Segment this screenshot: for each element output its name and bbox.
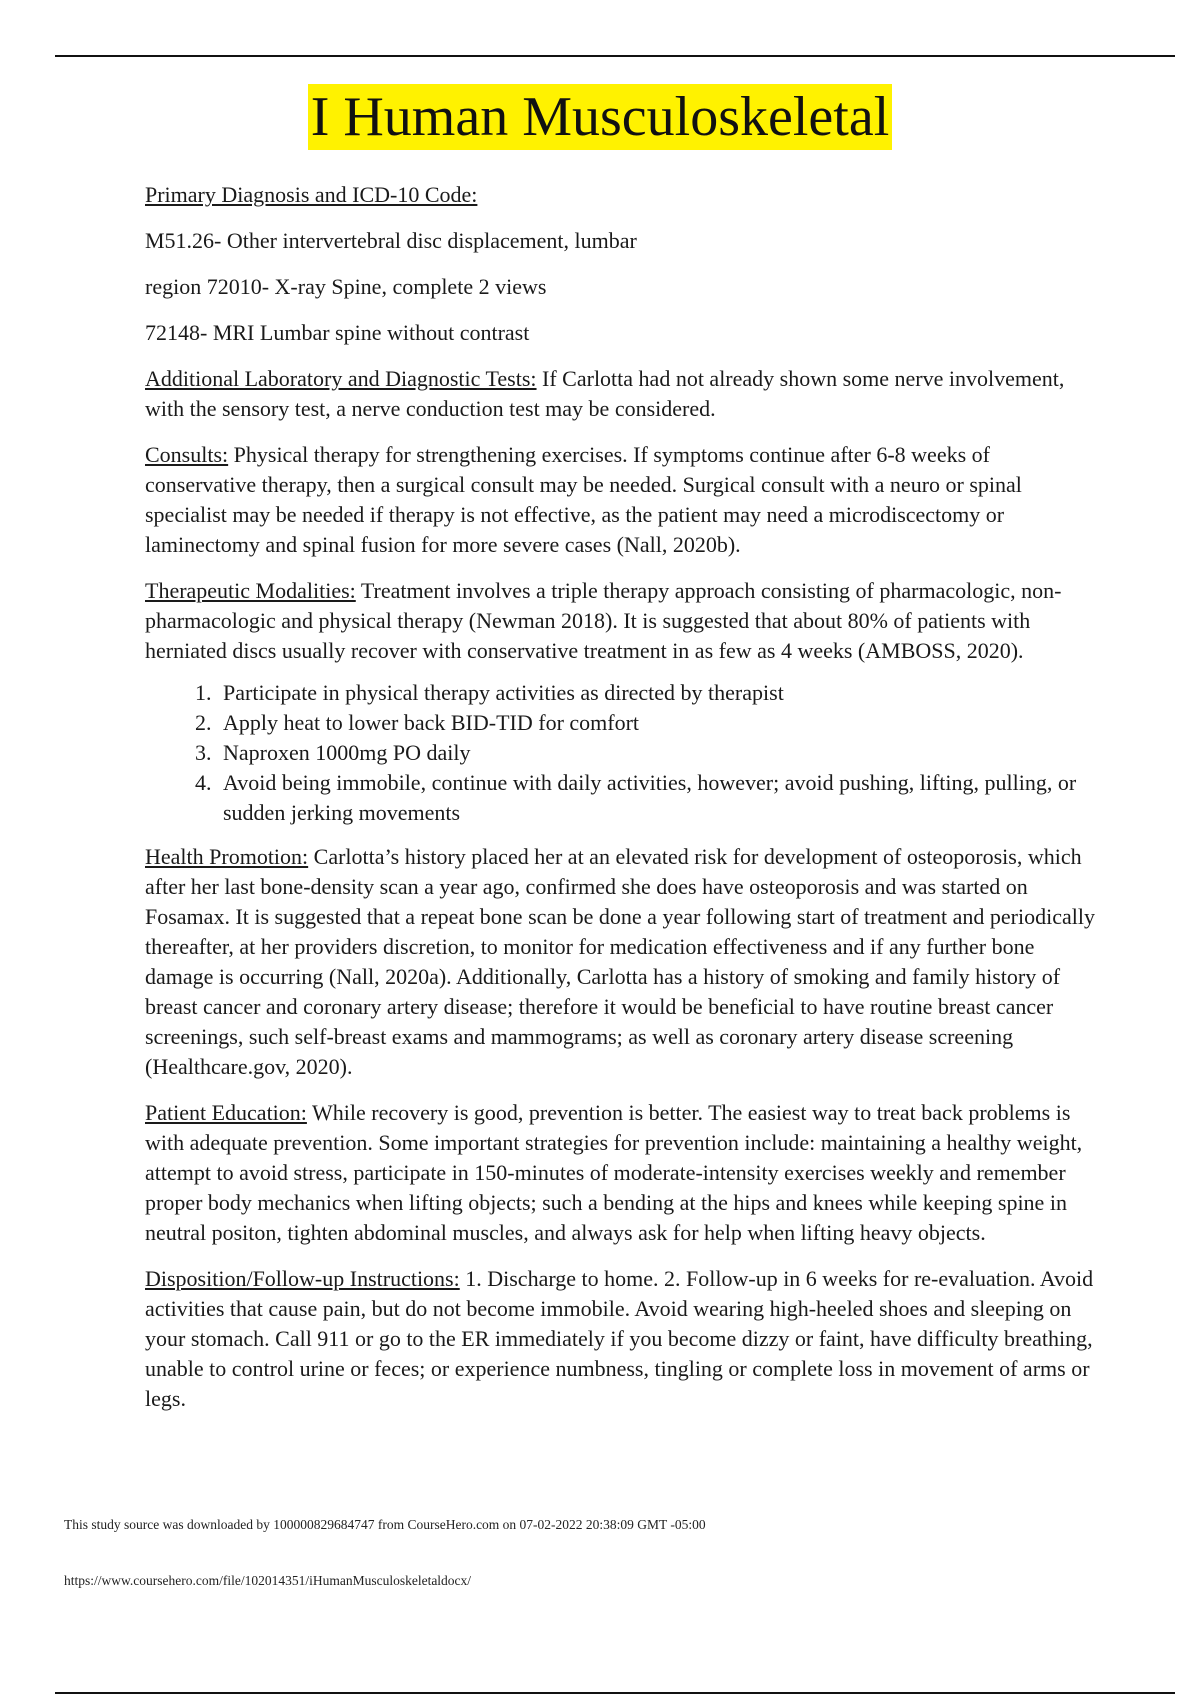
patient-education-section (145, 1098, 1095, 1248)
disposition-section (145, 1264, 1095, 1414)
disposition-label: Disposition/Follow-up Instructions: (145, 1266, 460, 1291)
top-rule (55, 55, 1175, 57)
diagnosis-line: M51.26- Other intervertebral disc displacement, lumbar (145, 228, 637, 253)
list-item: 2. Apply heat to lower back BID-TID for comfort (217, 708, 1095, 738)
list-item: 4. Avoid being immobile, continue with daily activities, however; avoid pushing, lifting, pulling, or sudden jerking movements (217, 768, 1095, 828)
consults-text: Physical therapy for strengthening exercises. If symptoms continue after 6-8 weeks of conservative therapy, then a surgical consult may be needed. Surgical consult with a neuro or spinal specialist may be needed if therapy is not effective, as the patient may need a microdiscectomy or laminectomy and spinal fusion for more severe cases (Nall, 2020b). (145, 442, 1022, 557)
bottom-rule (55, 1692, 1175, 1694)
disposition-text: 1. Discharge to home. 2. Follow-up in 6 weeks for re-evaluation. Avoid activities that cause pain, but do not become immobile. Avoid wearing high-heeled shoes and sleeping on your stomach. Call 911 or go to the ER immediately if you become dizzy or faint, have difficulty breathing, unable to control urine or feces; or experience numbness, tingling or complete loss in movement of arms or legs. (145, 1266, 1094, 1411)
document-title: I Human Musculoskeletal (308, 84, 893, 150)
therapeutic-label: Therapeutic Modalities: (145, 578, 356, 603)
patient-education-label: Patient Education: (145, 1100, 307, 1125)
source-url[interactable]: https://www.coursehero.com/file/102014351/iHumanMusculoskeletaldocx/ (64, 1573, 472, 1588)
primary-diagnosis-heading (145, 180, 1095, 210)
health-promotion-section (145, 842, 1095, 1082)
source-note: This study source was downloaded by 100000829684747 from CourseHero.com on 07-02-2022 20:38:09 GMT -05:00 (64, 1517, 706, 1532)
patient-education-text: While recovery is good, prevention is better. The easiest way to treat back problems is with adequate prevention. Some important strategies for prevention include: maintaining a healthy weight, attempt to avoid stress, participate in 150-minutes of moderate-intensity exercises weekly and remember proper body mechanics when lifting objects; such a bending at the hips and knees while keeping spine in neutral positon, tighten abdominal muscles, and always ask for help when lifting heavy objects. (145, 1100, 1083, 1245)
consults-section (145, 440, 1095, 560)
health-promotion-label: Health Promotion: (145, 844, 309, 869)
therapeutic-list (145, 678, 1095, 828)
additional-tests-section (145, 364, 1095, 424)
therapeutic-section (145, 576, 1095, 666)
title-wrap (0, 84, 1200, 150)
additional-tests-text: If Carlotta had not already shown some nerve involvement, with the sensory test, a nerve conduction test may be considered. (145, 366, 1065, 421)
list-item: 3. Naproxen 1000mg PO daily (217, 738, 1095, 768)
therapeutic-text: Treatment involves a triple therapy approach consisting of pharmacologic, non-pharmacologic and physical therapy (Newman 2018). It is suggested that about 80% of patients with herniated discs usually recover with conservative treatment in as few as 4 weeks (AMBOSS, 2020). (145, 578, 1062, 663)
diagnosis-line: 72148- MRI Lumbar spine without contrast (145, 320, 530, 345)
consults-label: Consults: (145, 442, 229, 467)
primary-diagnosis-label: Primary Diagnosis and ICD-10 Code: (145, 182, 478, 207)
document-body (145, 180, 1095, 1430)
health-promotion-text: Carlotta’s history placed her at an elevated risk for development of osteoporosis, which after her last bone-density scan a year ago, confirmed she does have osteoporosis and was started on Fosamax. It is suggested that a repeat bone scan be done a year following start of treatment and periodically thereafter, at her providers discretion, to monitor for medication effectiveness and if any further bone damage is occurring (Nall, 2020a). Additionally, Carlotta has a history of smoking and family history of breast cancer and coronary artery disease; therefore it would be beneficial to have routine breast cancer screenings, such self-breast exams and mammograms; as well as coronary artery disease screening (Healthcare.gov, 2020). (145, 844, 1095, 1079)
list-item: 1. Participate in physical therapy activities as directed by therapist (217, 678, 1095, 708)
additional-tests-label: Additional Laboratory and Diagnostic Tests: (145, 366, 537, 391)
diagnosis-line: region 72010- X-ray Spine, complete 2 views (145, 274, 547, 299)
